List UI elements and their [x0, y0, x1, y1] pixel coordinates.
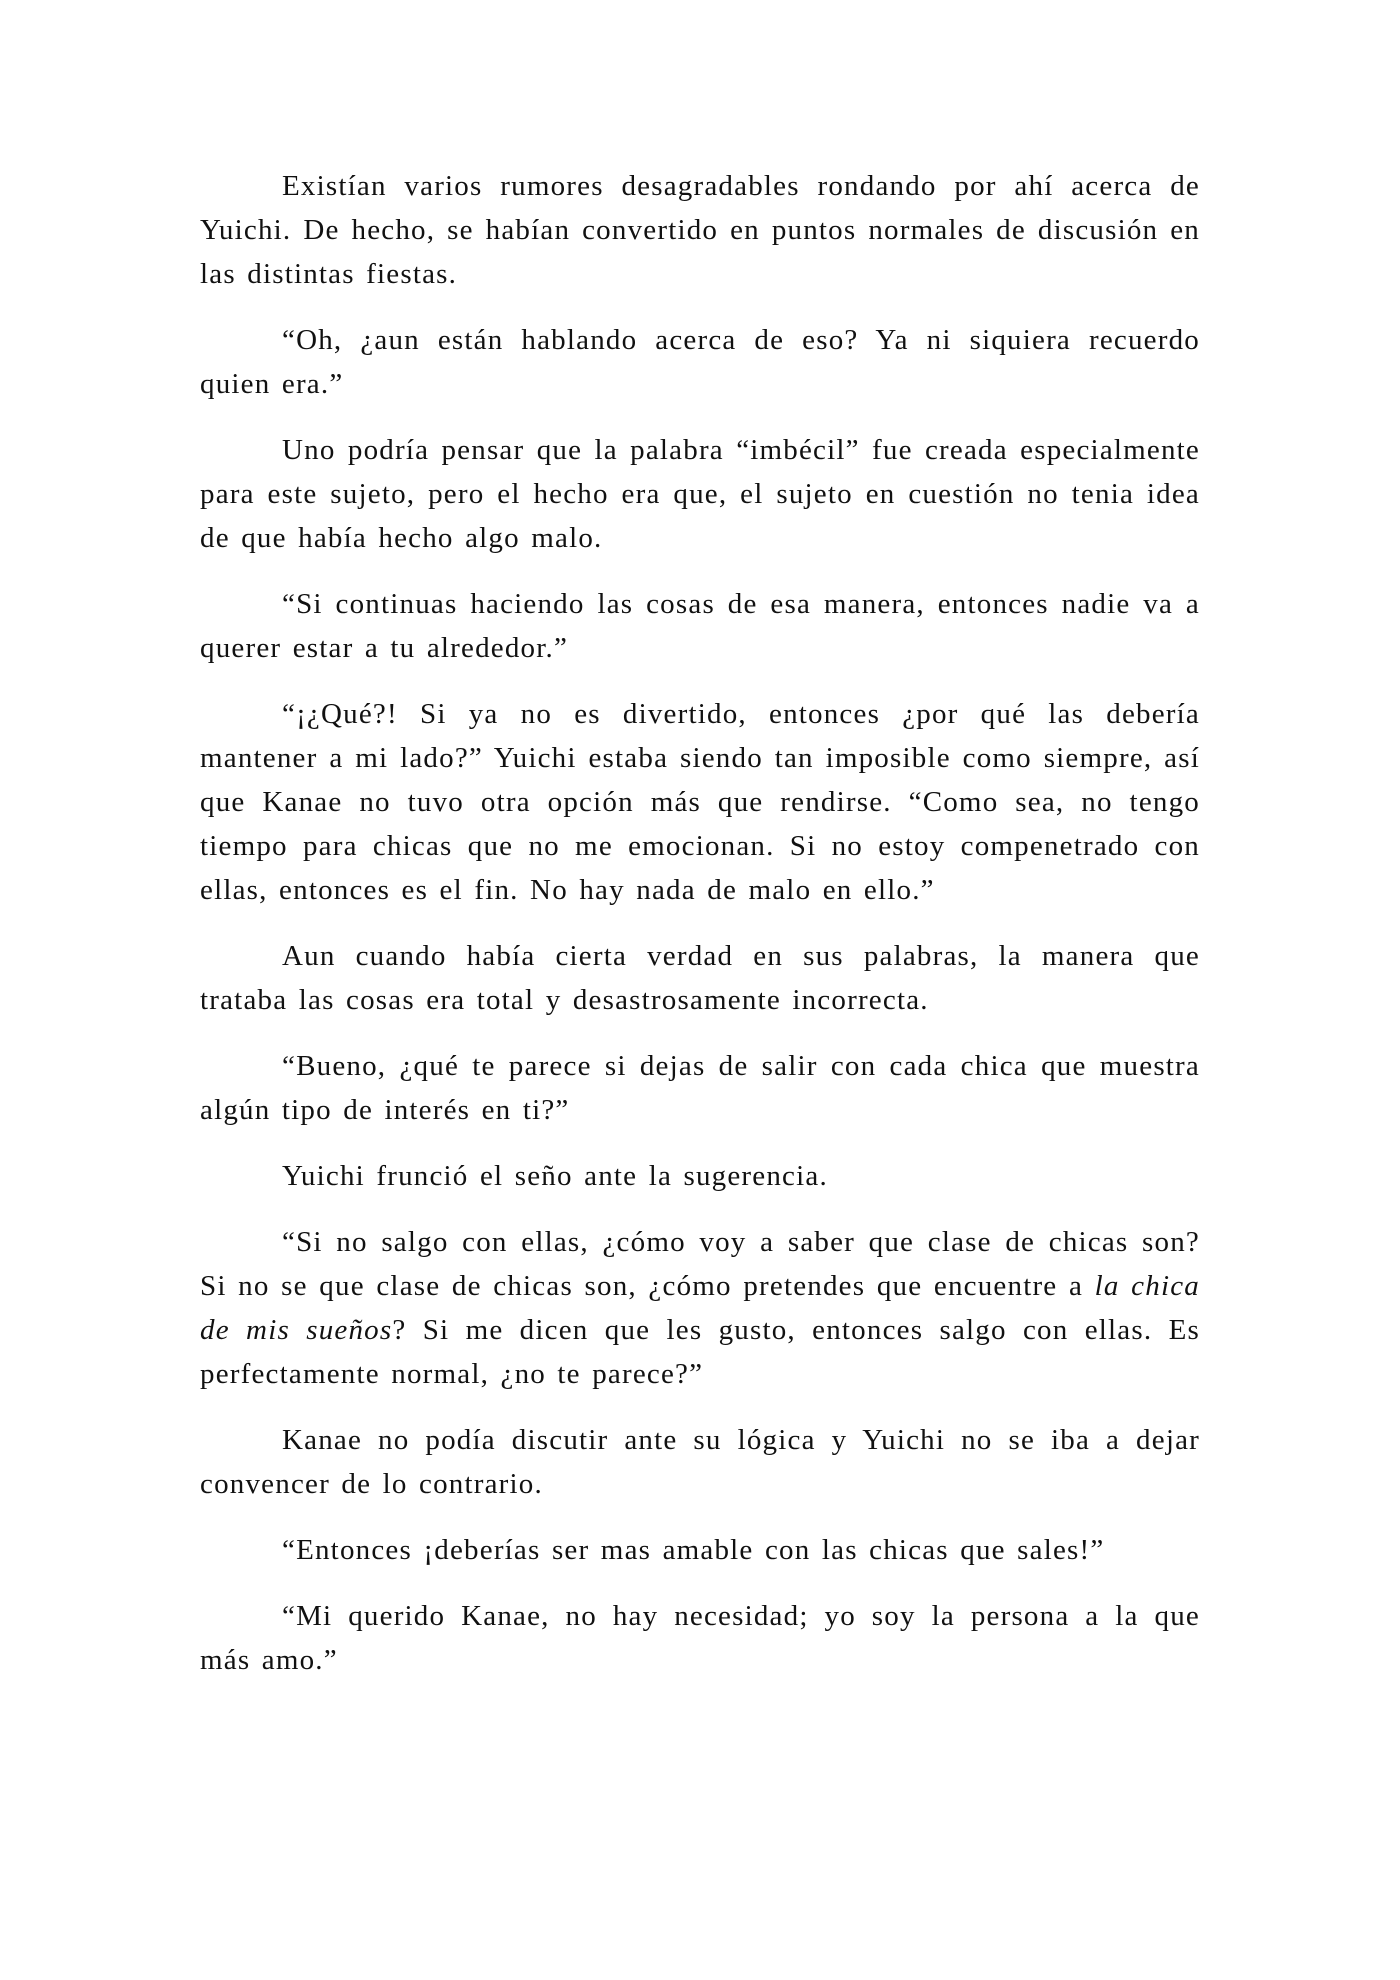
paragraph-1: [200, 164, 1200, 296]
paragraph-italic-text: la chica de mis sueños: [200, 1270, 1200, 1346]
paragraph-2: [200, 318, 1200, 406]
paragraph-10: [200, 1418, 1200, 1506]
paragraph-11: [200, 1528, 1200, 1572]
paragraph-text: Aun cuando había cierta verdad en sus palabras, la manera que trataba las cosas era total y desastrosamente incorrecta.: [200, 940, 1200, 1016]
paragraph-text: Yuichi frunció el seño ante la sugerencia.: [282, 1160, 828, 1192]
paragraph-text: “Oh, ¿aun están hablando acerca de eso? Ya ni siquiera recuerdo quien era.”: [200, 324, 1200, 400]
paragraph-text: “Si continuas haciendo las cosas de esa manera, entonces nadie va a querer estar a tu alrededor.”: [200, 588, 1200, 664]
paragraph-text: Existían varios rumores desagradables rondando por ahí acerca de Yuichi. De hecho, se habían convertido en puntos normales de discusión en las distintas fiestas.: [200, 170, 1200, 290]
paragraph-8: [200, 1154, 1200, 1198]
paragraph-text: “Entonces ¡deberías ser mas amable con las chicas que sales!”: [282, 1534, 1105, 1566]
paragraph-text: “Si no salgo con ellas, ¿cómo voy a saber que clase de chicas son? Si no se que clase de chicas son, ¿cómo pretendes que encuentre a: [200, 1226, 1200, 1302]
document-body: [200, 164, 1200, 1704]
paragraph-7: [200, 1044, 1200, 1132]
paragraph-5: [200, 692, 1200, 912]
paragraph-text: ? Si me dicen que les gusto, entonces salgo con ellas. Es perfectamente normal, ¿no te parece?”: [200, 1314, 1200, 1390]
paragraph-text: “Bueno, ¿qué te parece si dejas de salir con cada chica que muestra algún tipo de interés en ti?”: [200, 1050, 1200, 1126]
paragraph-text: Uno podría pensar que la palabra “imbécil” fue creada especialmente para este sujeto, pero el hecho era que, el sujeto en cuestión no tenia idea de que había hecho algo malo.: [200, 434, 1200, 554]
paragraph-text: “¡¿Qué?! Si ya no es divertido, entonces ¿por qué las debería mantener a mi lado?” Yuichi estaba siendo tan imposible como siempre, así que Kanae no tuvo otra opción más que rendirse. “Como sea, no tengo tiempo para chicas que no me emocionan. Si no estoy compenetrado con ellas, entonces es el fin. No hay nada de malo en ello.”: [200, 698, 1200, 906]
paragraph-9: [200, 1220, 1200, 1396]
paragraph-6: [200, 934, 1200, 1022]
paragraph-12: [200, 1594, 1200, 1682]
paragraph-4: [200, 582, 1200, 670]
paragraph-text: Kanae no podía discutir ante su lógica y Yuichi no se iba a dejar convencer de lo contrario.: [200, 1424, 1200, 1500]
paragraph-3: [200, 428, 1200, 560]
paragraph-text: “Mi querido Kanae, no hay necesidad; yo soy la persona a la que más amo.”: [200, 1600, 1200, 1676]
